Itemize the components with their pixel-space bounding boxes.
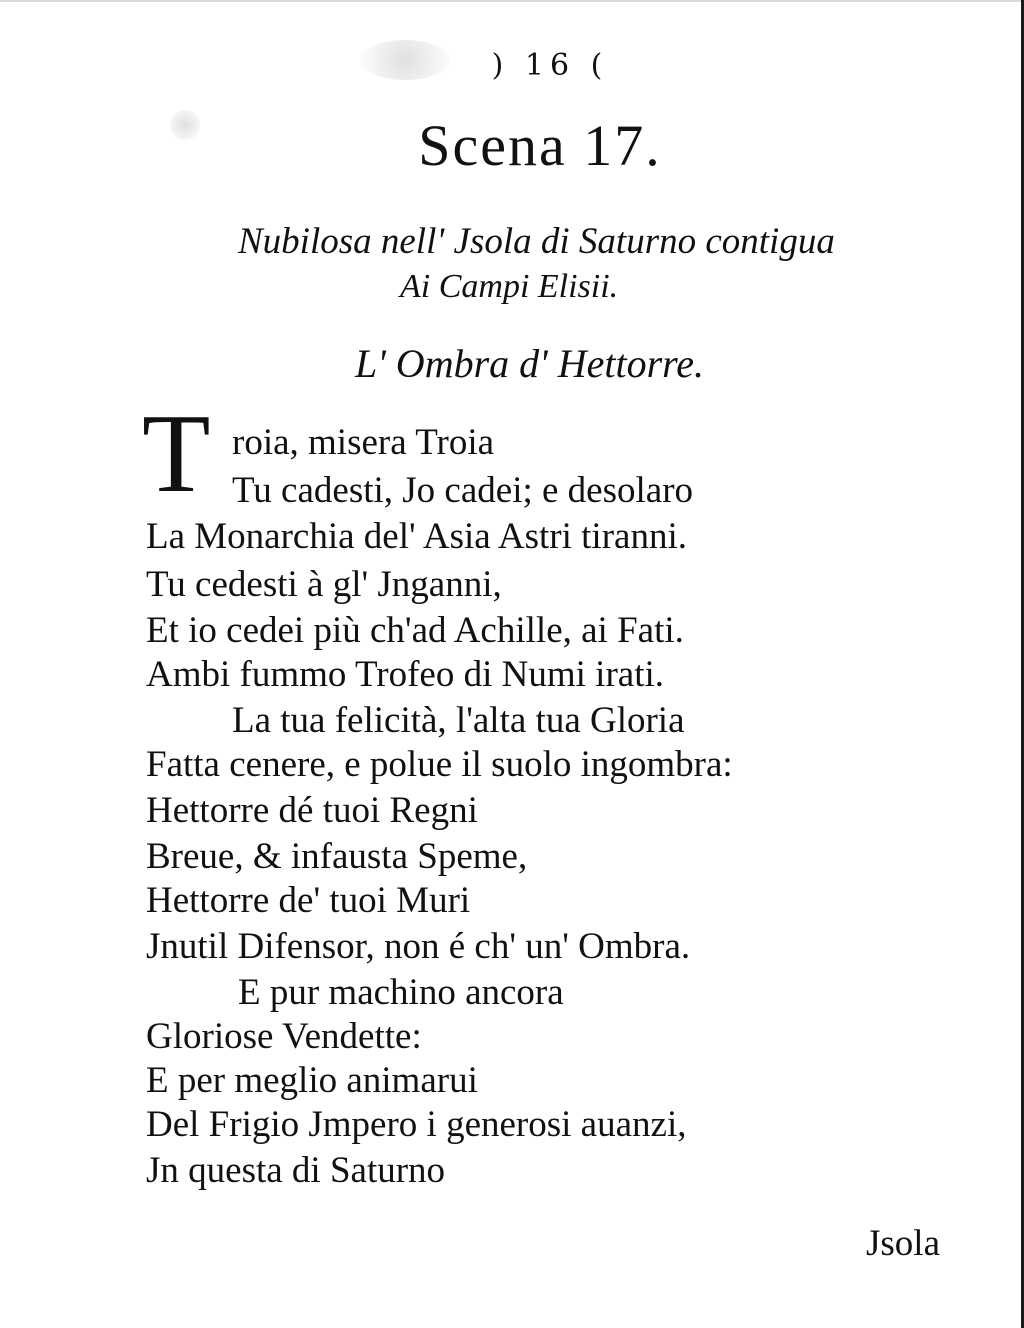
verse-line: Jnutil Difensor, non é ch' un' Ombra. [146,926,691,967]
verse-line: Hettorre de' tuoi Muri [146,880,471,921]
verse-line: La tua felicità, l'alta tua Gloria [232,700,685,741]
verse-line: Del Frigio Jmpero i generosi auanzi, [146,1104,687,1145]
scene-setting-line-1: Nubilosa nell' Jsola di Saturno contigua [238,221,835,262]
verse-line: E pur machino ancora [238,972,564,1013]
verse-line: Et io cedei più ch'ad Achille, ai Fati. [146,610,684,651]
drop-cap: T [142,392,211,516]
verse-line: Tu cedesti à gl' Jnganni, [146,564,502,605]
ink-smudge [360,40,450,80]
verse-line: Gloriose Vendette: [146,1016,422,1057]
verse-line: E per meglio animarui [146,1060,478,1101]
scene-title: Scena 17. [418,113,662,178]
verse-line: roia, misera Troia [232,422,495,463]
verse-line: Tu cadesti, Jo cadei; e desolaro [232,470,694,511]
ink-smudge [170,110,200,140]
page-top-edge [0,0,1024,2]
catchword: Jsola [866,1223,940,1264]
character-heading: L' Ombra d' Hettorre. [355,341,704,386]
verse-line: Breue, & infausta Speme, [146,836,528,877]
verse-line: Fatta cenere, e polue il suolo ingombra: [146,744,733,785]
verse-line: Hettorre dé tuoi Regni [146,790,478,831]
scene-setting-line-2: Ai Campi Elisii. [400,268,619,305]
verse-line: Ambi fummo Trofeo di Numi irati. [146,654,664,695]
page-number: ) 16 ( [491,48,609,83]
verse-line: Jn questa di Saturno [146,1150,446,1191]
verse-line: La Monarchia del' Asia Astri tiranni. [146,516,687,557]
